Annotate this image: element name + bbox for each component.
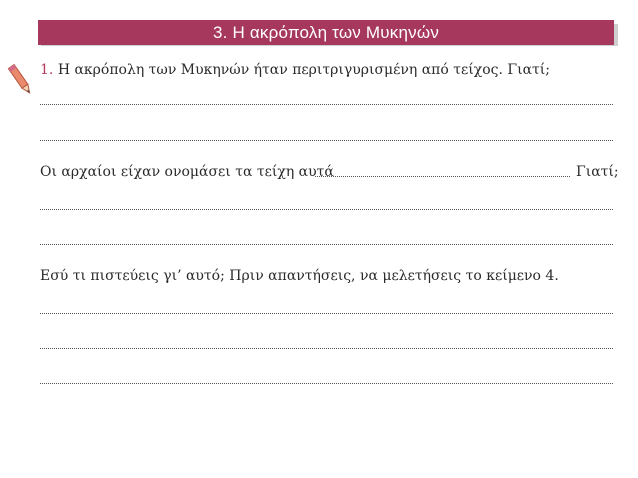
- question-2-text: Οι αρχαίοι είχαν ονομάσει τα τείχη αυτά: [40, 164, 334, 180]
- section-header: [38, 20, 614, 45]
- answer-line-2[interactable]: [40, 140, 613, 141]
- answer-line-7[interactable]: [40, 383, 613, 384]
- question-2-after: Γιατί;: [576, 164, 619, 180]
- section-title: 3. Η ακρόπολη των Μυκηνών: [212, 22, 440, 42]
- question-1-number: 1.: [40, 62, 54, 78]
- answer-line-6[interactable]: [40, 348, 613, 349]
- answer-line-1[interactable]: [40, 104, 613, 105]
- question-1: [40, 62, 550, 78]
- pencil-icon: [6, 62, 34, 98]
- answer-line-3[interactable]: [40, 209, 613, 210]
- answer-line-4[interactable]: [40, 244, 613, 245]
- answer-line-5[interactable]: [40, 313, 613, 314]
- question-1-text: Η ακρόπολη των Μυκηνών ήταν περιτριγυρισμένη από τείχος. Γιατί;: [57, 62, 550, 78]
- answer-inline-blank[interactable]: [315, 176, 570, 177]
- question-3-text: Εσύ τι πιστεύεις γι’ αυτό; Πριν απαντήσεις, να μελετήσεις το κείμενο 4.: [40, 268, 559, 284]
